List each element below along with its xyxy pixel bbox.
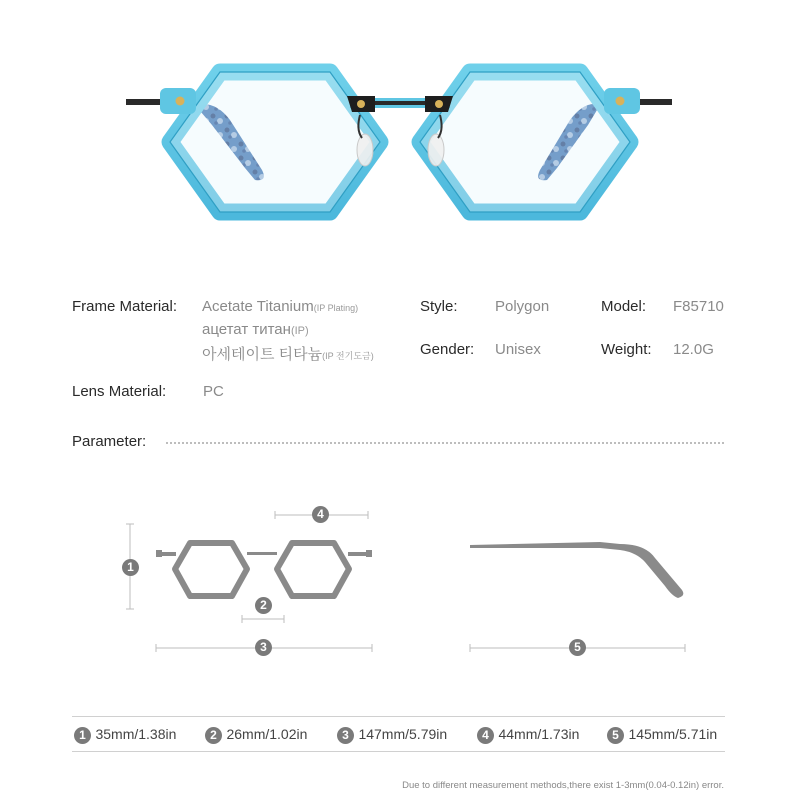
style-value: Polygon xyxy=(495,298,550,315)
measurement-item-2 xyxy=(205,726,307,744)
frame-material-en-note: (IP Plating) xyxy=(313,303,359,313)
marker-2: 2 xyxy=(255,597,272,614)
measurement-item-4 xyxy=(477,726,579,744)
right-nose-pad xyxy=(428,134,444,166)
measure-top-rule xyxy=(72,716,725,717)
parameter-label: Parameter: xyxy=(72,433,147,450)
measure-text-5: 145mm/5.71in xyxy=(628,726,718,742)
measure-text-2: 26mm/1.02in xyxy=(226,726,308,742)
measure-num-5: 5 xyxy=(607,727,624,744)
front-left-lens-shape xyxy=(175,543,247,596)
model-label: Model: xyxy=(601,298,647,315)
measure-text-1: 35mm/1.38in xyxy=(95,726,177,742)
measure-num-2: 2 xyxy=(205,727,222,744)
frame-material-ko-text: 아세테이트 티타늄 xyxy=(202,346,323,363)
marker-4: 4 xyxy=(312,506,329,523)
gender-value: Unisex xyxy=(495,341,541,358)
parameter-dotted-line xyxy=(166,442,724,444)
model-value: F85710 xyxy=(673,298,724,315)
measurement-item-3 xyxy=(337,726,447,744)
glasses-photo xyxy=(0,0,800,260)
footnote: Due to different measurement methods,there exist 1-3mm(0.04-0.12in) error. xyxy=(402,780,724,791)
frame-material-label: Frame Material: xyxy=(72,298,178,315)
frame-material-ko xyxy=(202,343,374,364)
frame-material-ru xyxy=(202,321,309,338)
weight-label: Weight: xyxy=(601,341,652,358)
measure-text-4: 44mm/1.73in xyxy=(498,726,580,742)
marker-5: 5 xyxy=(569,639,586,656)
measurement-item-5 xyxy=(607,726,717,744)
lens-material-value: PC xyxy=(203,383,224,400)
marker-1: 1 xyxy=(122,559,139,576)
frame-material-ko-note: (IP 전기도금) xyxy=(322,351,374,361)
weight-value: 12.0G xyxy=(673,341,714,358)
frame-material-en xyxy=(202,298,358,315)
gender-label: Gender: xyxy=(420,341,475,358)
temple-arm-shape xyxy=(470,542,683,598)
measure-text-3: 147mm/5.79in xyxy=(358,726,448,742)
measurement-item-1 xyxy=(74,726,176,744)
measure-num-4: 4 xyxy=(477,727,494,744)
measure-bottom-rule xyxy=(72,751,725,752)
measure-num-3: 3 xyxy=(337,727,354,744)
frame-material-ru-text: ацетат титан xyxy=(202,321,291,338)
style-label: Style: xyxy=(420,298,458,315)
marker-3: 3 xyxy=(255,639,272,656)
frame-material-ru-note: (IP) xyxy=(290,325,309,337)
lens-material-label: Lens Material: xyxy=(72,383,167,400)
left-nose-pad xyxy=(357,134,373,166)
front-right-lens-shape xyxy=(277,543,349,596)
frame-material-en-text: Acetate Titanium xyxy=(202,298,314,315)
measure-num-1: 1 xyxy=(74,727,91,744)
